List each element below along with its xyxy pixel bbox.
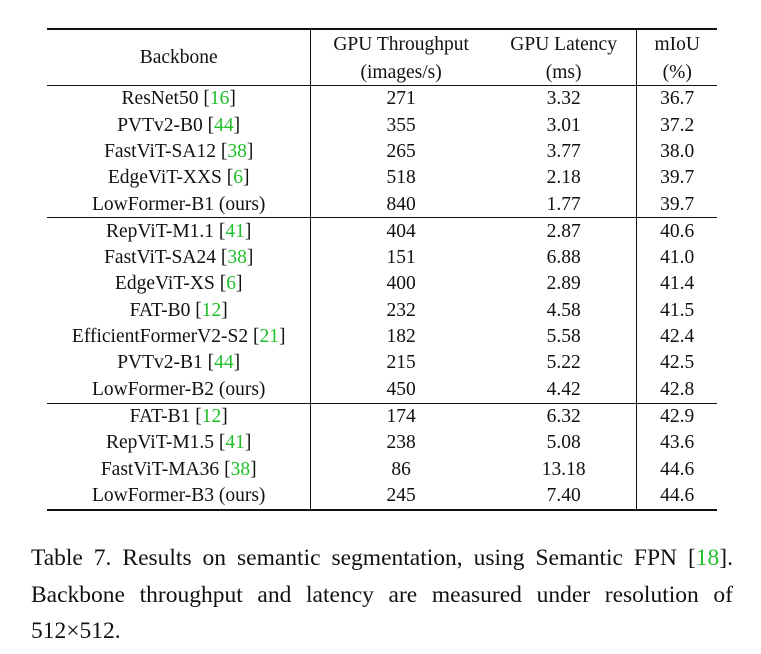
miou-cell: 40.6 [637,218,717,245]
table-row [47,456,717,482]
throughput-cell: 400 [386,273,416,295]
miou-cell: 41.4 [637,271,717,297]
latency-cell: 3.01 [546,114,581,136]
throughput-cell: 271 [311,86,491,113]
table-row [47,191,717,218]
latency-cell: 1.77 [546,193,581,215]
backbone-name: LowFormer-B3 (ours) [91,484,266,506]
throughput-cell: 265 [386,140,416,162]
latency-cell: 4.42 [546,378,581,400]
backbone-name: PVTv2-B1 [117,352,203,374]
backbone-name: LowFormer-B2 (ours) [91,378,266,400]
table-caption: Table 7. Results on semantic segmentation, using Semantic FPN [18]. Backbone throughput and latency are measured under resolution of 512×512. [31,545,733,644]
miou-cell: 39.7 [637,165,717,191]
citation-link[interactable]: 6 [226,273,236,295]
citation-link[interactable]: 44 [214,114,234,136]
header-throughput-unit: (images/s) [360,61,442,83]
backbone-name: FastViT-SA12 [104,140,216,162]
throughput-cell: 182 [386,326,416,348]
throughput-cell: 86 [391,458,411,480]
latency-cell: 2.18 [546,167,581,189]
header-latency: GPU Latency [491,29,637,60]
miou-cell: 44.6 [637,482,717,509]
backbone-cell: FAT-B1 [12] [47,403,311,430]
header-miou-unit: (%) [637,60,717,86]
throughput-cell: 450 [386,378,416,400]
latency-cell: 5.22 [546,352,581,374]
header-miou: mIoU [637,29,717,60]
backbone-name: EdgeViT-XXS [107,167,222,189]
throughput-cell: 232 [386,299,416,321]
throughput-cell: 840 [386,193,416,215]
throughput-cell: 238 [386,432,416,454]
backbone-cell: EdgeViT-XS [6] [47,271,311,297]
backbone-name: FastViT-MA36 [100,458,220,480]
table-row [47,86,717,113]
latency-cell: 5.58 [546,326,581,348]
table-row [47,112,717,138]
table-row [47,350,717,376]
citation-link[interactable]: 41 [225,220,245,242]
header-throughput: GPU Throughput [311,29,491,60]
backbone-name: FastViT-SA24 [104,247,216,269]
throughput-cell: 245 [311,482,491,509]
table-row [47,165,717,191]
citation-link[interactable]: 12 [201,405,222,427]
latency-cell: 2.89 [546,273,581,295]
miou-cell: 36.7 [637,86,717,113]
backbone-cell: EfficientFormerV2-S2 [21] [47,324,311,350]
throughput-cell: 151 [386,247,416,269]
backbone-cell: FastViT-MA36 [38] [47,456,311,482]
table-row [47,218,717,245]
citation-link[interactable]: 38 [227,140,247,162]
backbone-name: FAT-B1 [129,405,191,427]
backbone-cell: FAT-B0 [12] [47,297,311,323]
table-row [47,376,717,403]
table-row [47,324,717,350]
latency-cell: 13.18 [541,458,586,480]
throughput-cell: 215 [386,352,416,374]
citation-link[interactable]: 21 [259,326,279,348]
latency-cell: 6.32 [491,403,637,430]
caption-prefix: Table 7. Results on semantic segmentation, using Semantic FPN [31,545,678,571]
backbone-cell [47,191,311,218]
citation-link[interactable]: 38 [230,458,251,480]
citation-link[interactable]: 38 [227,247,247,269]
header-backbone: Backbone [47,29,311,86]
throughput-cell: 518 [386,167,416,189]
table-row [47,245,717,271]
caption-citation[interactable]: 18 [695,545,720,571]
citation-link[interactable]: 44 [214,352,234,374]
table-row [47,297,717,323]
throughput-cell: 174 [311,403,491,430]
backbone-name: LowFormer-B1 (ours) [91,193,266,215]
table-row [47,271,717,297]
backbone-cell: ResNet50 [16] [47,86,311,113]
citation-link[interactable]: 6 [233,167,244,189]
backbone-cell: PVTv2-B0 [44] [47,112,311,138]
backbone-name: RepViT-M1.1 [105,220,215,242]
throughput-cell: 404 [311,218,491,245]
latency-cell: 2.87 [491,218,637,245]
table-body [47,86,717,510]
backbone-cell: RepViT-M1.5 [41] [47,430,311,456]
caption-suffix: . Backbone throughput and latency are measured under resolution of 512×512. [31,545,733,644]
latency-cell: 3.77 [546,140,581,162]
backbone-cell: FastViT-SA24 [38] [47,245,311,271]
latency-cell: 7.40 [491,482,637,509]
backbone-name: ResNet50 [121,88,199,110]
miou-cell: 39.7 [637,191,717,218]
latency-cell: 6.88 [546,247,581,269]
miou-cell: 38.0 [637,139,717,165]
backbone-cell: FastViT-SA12 [38] [47,139,311,165]
miou-cell: 44.6 [637,456,717,482]
miou-cell: 41.5 [637,297,717,323]
table-row [47,482,717,509]
backbone-name: RepViT-M1.5 [105,432,215,454]
miou-cell: 42.9 [637,403,717,430]
throughput-cell: 355 [386,114,416,136]
backbone-name: PVTv2-B0 [117,114,203,136]
backbone-cell [47,482,311,509]
citation-link[interactable]: 12 [201,299,222,321]
backbone-cell: RepViT-M1.1 [41] [47,218,311,245]
latency-cell: 3.32 [491,86,637,113]
backbone-cell: PVTv2-B1 [44] [47,350,311,376]
table-row [47,430,717,456]
latency-cell: 4.58 [546,299,581,321]
miou-cell: 42.8 [637,376,717,403]
header-latency-unit: (ms) [545,61,582,83]
table-row [47,403,717,430]
miou-cell: 37.2 [637,112,717,138]
latency-cell: 5.08 [546,432,581,454]
citation-link[interactable]: 41 [225,432,245,454]
backbone-name: EdgeViT-XS [114,273,215,295]
miou-cell: 41.0 [637,245,717,271]
miou-cell: 42.5 [637,350,717,376]
miou-cell: 43.6 [637,430,717,456]
citation-link[interactable]: 16 [209,88,230,110]
table-row [47,139,717,165]
backbone-cell [47,376,311,403]
backbone-name: FAT-B0 [129,299,191,321]
miou-cell: 42.4 [637,324,717,350]
results-table [47,28,717,511]
backbone-cell: EdgeViT-XXS [6] [47,165,311,191]
backbone-name: EfficientFormerV2-S2 [71,326,249,348]
